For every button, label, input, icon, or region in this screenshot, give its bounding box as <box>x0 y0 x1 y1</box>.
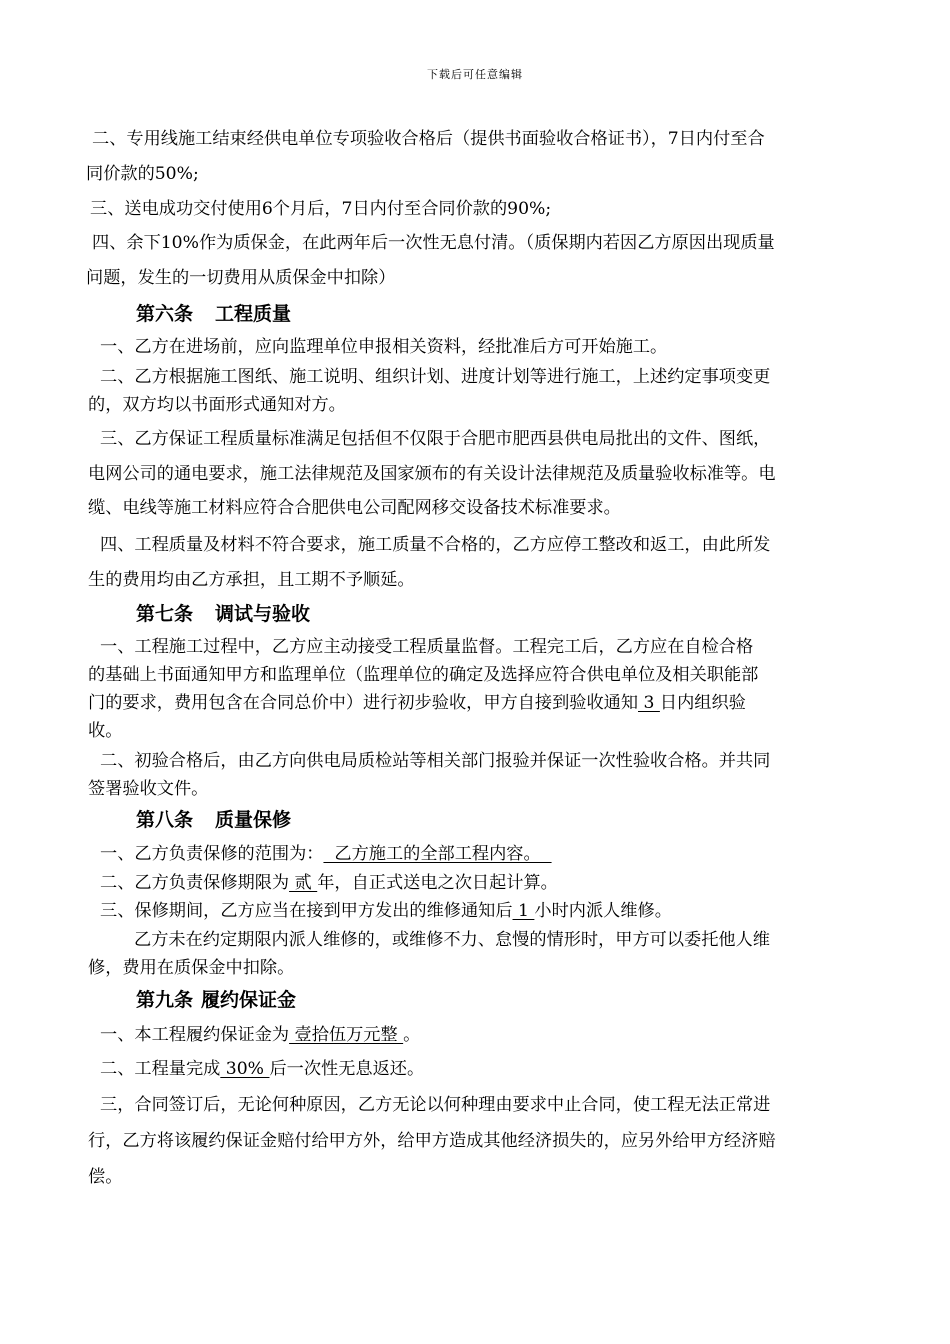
deposit-return-tail: 后一次性无息返还。 <box>269 1059 425 1079</box>
clause-7-heading <box>136 602 310 626</box>
warranty-period-label: 二、乙方负责保修期限为 <box>100 873 290 893</box>
acceptance-item-1-line-4: 收。 <box>88 721 123 741</box>
deposit-item-3-line-3: 偿。 <box>88 1167 123 1187</box>
deposit-percent-value: 30% <box>220 1059 270 1079</box>
deposit-amount-value: 壹拾伍万元整 <box>289 1025 404 1045</box>
payment-item-3: 三、送电成功交付使用6个月后，7日内付至合同价款的90%; <box>90 199 552 219</box>
clause-8-number: 第八条 <box>136 809 194 831</box>
clause-6-number: 第六条 <box>136 303 194 325</box>
deposit-amount-label: 一、本工程履约保证金为 <box>100 1025 290 1045</box>
warranty-scope-value: 乙方施工的全部工程内容。 <box>323 844 552 864</box>
warranty-item-4-line-1: 乙方未在约定期限内派人维修的，或维修不力、怠慢的情形时，甲方可以委托他人维 <box>134 930 770 950</box>
quality-item-1: 一、乙方在进场前，应向监理单位申报相关资料，经批准后方可开始施工。 <box>100 337 668 357</box>
warranty-years-value: 贰 <box>289 873 318 893</box>
deposit-item-3-line-2: 行，乙方将该履约保证金赔付给甲方外，给甲方造成其他经济损失的，应另外给甲方经济赔 <box>88 1131 776 1151</box>
payment-item-2-line-2: 同价款的50%; <box>86 164 199 184</box>
acceptance-item-1-line-1: 一、工程施工过程中，乙方应主动接受工程质量监督。工程完工后，乙方应在自检合格 <box>100 637 754 657</box>
clause-9-number: 第九条 <box>136 989 194 1011</box>
warranty-repair-label: 三、保修期间，乙方应当在接到甲方发出的维修通知后 <box>100 901 513 921</box>
quality-item-4-line-2: 生的费用均由乙方承担，且工期不予顺延。 <box>88 570 415 590</box>
payment-item-4-line-2: 问题，发生的一切费用从质保金中扣除） <box>86 268 396 288</box>
warranty-item-1 <box>100 843 880 865</box>
acceptance-item-1-line-3 <box>88 692 868 714</box>
payment-item-2-line-1: 二、专用线施工结束经供电单位专项验收合格后（提供书面验收合格证书），7日内付至合 <box>92 129 765 149</box>
quality-item-3-line-2: 电网公司的通电要求，施工法律规范及国家颁布的有关设计法律规范及质量验收标准等。电 <box>88 464 776 484</box>
deposit-item-1 <box>100 1024 880 1046</box>
deposit-return-label: 二、工程量完成 <box>100 1059 221 1079</box>
quality-item-3-line-1: 三、乙方保证工程质量标准满足包括但不仅限于合肥市肥西县供电局批出的文件、图纸， <box>100 429 771 449</box>
deposit-item-3-line-1: 三，合同签订后，无论何种原因，乙方无论以何种理由要求中止合同，使工程无法正常进 <box>100 1095 771 1115</box>
quality-item-4-line-1: 四、工程质量及材料不符合要求，施工质量不合格的，乙方应停工整改和返工，由此所发 <box>100 535 771 555</box>
warranty-period-tail: 年，自正式送电之次日起计算。 <box>317 873 558 893</box>
acceptance-item-1-line-2: 的基础上书面通知甲方和监理单位（监理单位的确定及选择应符合供电单位及相关职能部 <box>88 665 759 685</box>
acceptance-text-a: 门的要求，费用包含在合同总价中）进行初步验收，甲方自接到验收通知 <box>88 693 639 713</box>
quality-item-2-line-1: 二、乙方根据施工图纸、施工说明、组织计划、进度计划等进行施工，上述约定事项变更 <box>100 367 771 387</box>
deposit-item-2 <box>100 1058 880 1080</box>
clause-7-number: 第七条 <box>136 603 194 625</box>
warranty-repair-tail: 小时内派人维修。 <box>534 901 672 921</box>
warranty-hours-value: 1 <box>512 901 535 921</box>
acceptance-item-2-line-1: 二、初验合格后，由乙方向供电局质检站等相关部门报验并保证一次性验收合格。并共同 <box>100 751 771 771</box>
clause-8-title: 质量保修 <box>215 809 292 831</box>
acceptance-text-b: 日内组织验 <box>659 693 746 713</box>
deposit-amount-tail: 。 <box>403 1025 421 1045</box>
warranty-item-3 <box>100 900 880 922</box>
clause-6-title: 工程质量 <box>215 303 292 325</box>
warranty-item-4-line-2: 修，费用在质保金中扣除。 <box>88 958 295 978</box>
clause-9-heading <box>136 988 296 1012</box>
acceptance-item-2-line-2: 签署验收文件。 <box>88 779 209 799</box>
warranty-scope-label: 一、乙方负责保修的范围为： <box>100 844 324 864</box>
acceptance-days-value: 3 <box>638 693 660 713</box>
quality-item-3-line-3: 缆、电线等施工材料应符合合肥供电公司配网移交设备技术标准要求。 <box>88 498 621 518</box>
warranty-item-2 <box>100 872 880 894</box>
clause-7-title: 调试与验收 <box>215 603 311 625</box>
clause-9-title: 履约保证金 <box>201 989 297 1011</box>
clause-6-heading <box>136 302 291 326</box>
clause-8-heading <box>136 808 291 832</box>
page-header: 下载后可任意编辑 <box>427 68 523 81</box>
quality-item-2-line-2: 的，双方均以书面形式通知对方。 <box>88 395 346 415</box>
payment-item-4-line-1: 四、余下10%作为质保金，在此两年后一次性无息付清。（质保期内若因乙方原因出现质量 <box>92 233 775 253</box>
